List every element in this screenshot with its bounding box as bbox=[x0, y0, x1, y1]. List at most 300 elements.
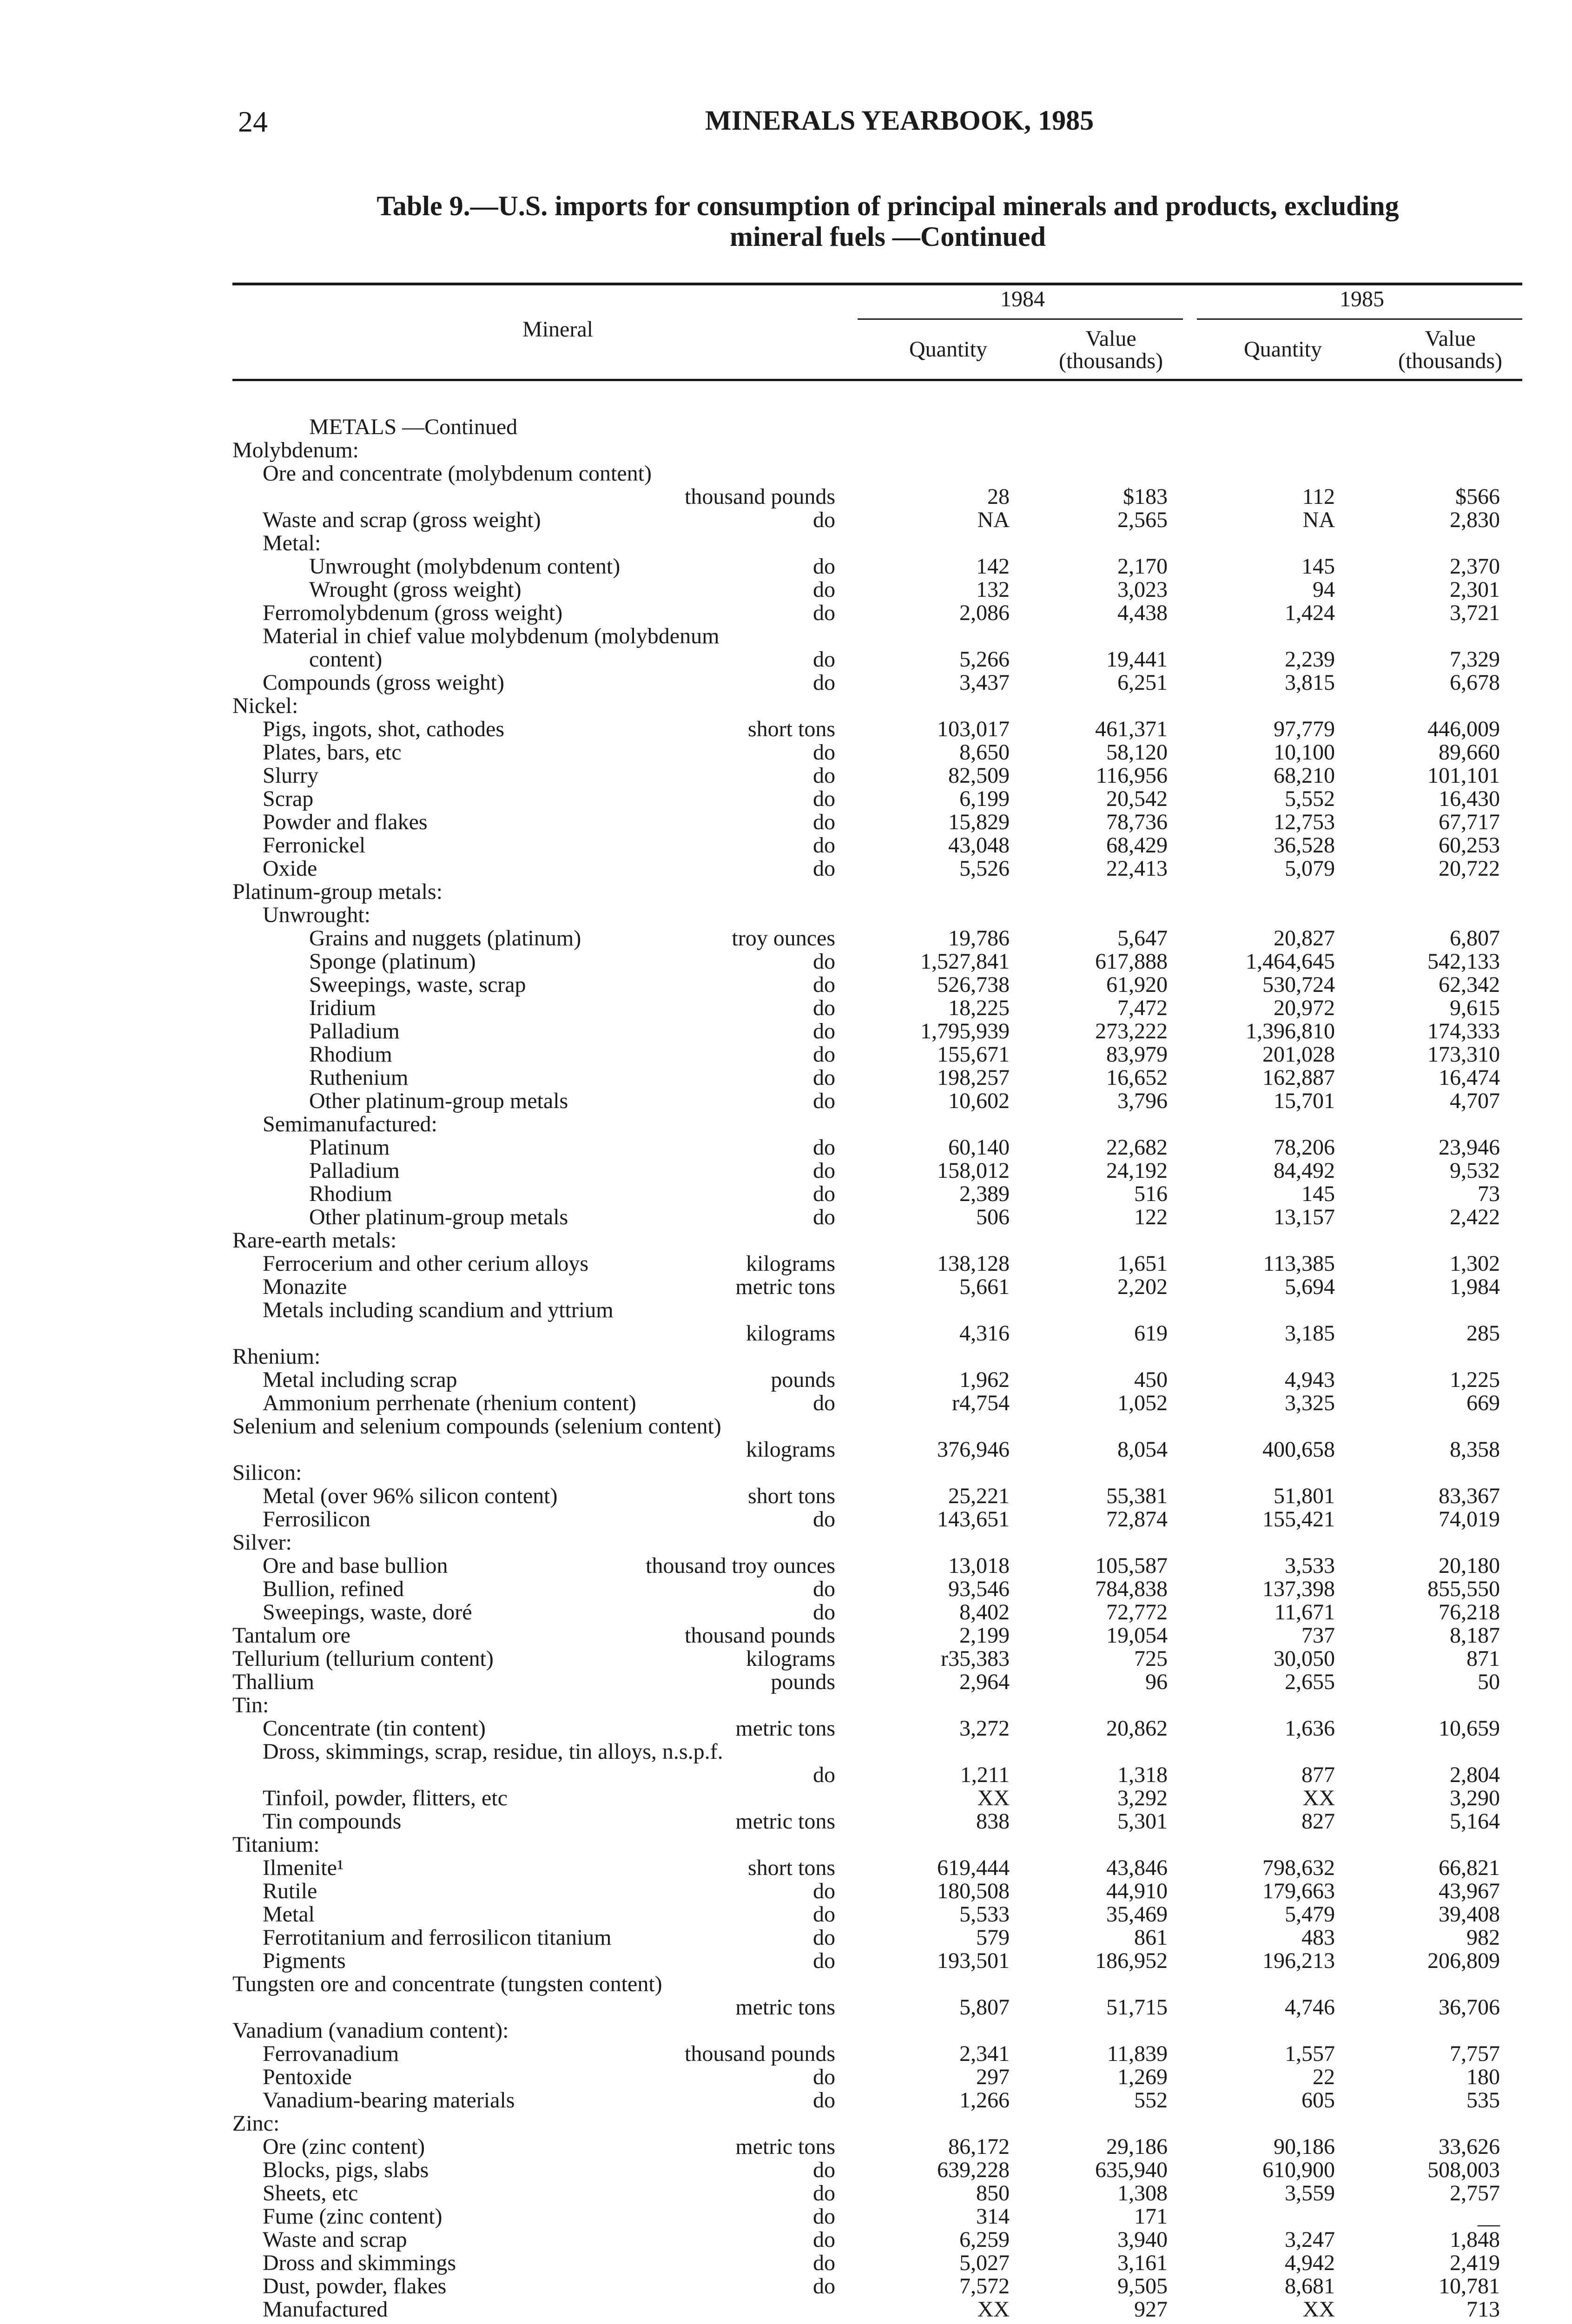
value-1984-cell: 1,308 bbox=[1117, 2181, 1168, 2205]
value-1984-cell: 55,381 bbox=[1106, 1484, 1168, 1508]
unit-label: do bbox=[813, 1042, 835, 1067]
table-row bbox=[0, 2159, 1572, 2183]
mineral-label: Fume (zinc content) bbox=[263, 2204, 443, 2229]
value-1985-cell: 285 bbox=[1466, 1321, 1500, 1346]
mineral-label: Ferrotitanium and ferrosilicon titanium bbox=[263, 1925, 612, 1950]
value-1985-cell: 36,706 bbox=[1439, 1995, 1500, 2020]
mineral-label: Palladium bbox=[309, 1158, 400, 1183]
unit-label: do bbox=[813, 2181, 835, 2205]
unit-label: do bbox=[813, 647, 835, 672]
table-title-line-1: Table 9.—U.S. imports for consumption of principal minerals and products, excluding bbox=[376, 191, 1399, 221]
quantity-1985-cell: 3,815 bbox=[1285, 670, 1335, 695]
mineral-label: Blocks, pigs, slabs bbox=[263, 2158, 429, 2182]
mineral-label: Concentrate (tin content) bbox=[263, 1716, 486, 1741]
table-row bbox=[0, 2298, 1572, 2323]
unit-label: do bbox=[813, 1065, 835, 1090]
table-row bbox=[0, 1229, 1572, 1254]
unit-label: do bbox=[813, 763, 835, 788]
value-1984-cell: 19,054 bbox=[1106, 1623, 1168, 1648]
quantity-1984-cell: 143,651 bbox=[937, 1507, 1010, 1532]
value-1985-cell: 3,290 bbox=[1450, 1786, 1500, 1810]
unit-label: thousand pounds bbox=[685, 2041, 835, 2066]
value-1985-cell: 43,967 bbox=[1439, 1879, 1500, 1903]
table-row bbox=[0, 1136, 1572, 1161]
value-1985-cell: 62,342 bbox=[1439, 972, 1500, 997]
table-row bbox=[0, 881, 1572, 905]
table-row bbox=[0, 1206, 1572, 1230]
value-1985-cell: 1,984 bbox=[1450, 1274, 1500, 1299]
quantity-1984-cell: 193,501 bbox=[937, 1948, 1010, 1973]
table-row bbox=[0, 1485, 1572, 1509]
mineral-label: Rhodium bbox=[309, 1182, 392, 1206]
table-row bbox=[0, 2066, 1572, 2090]
value-1985-cell: 2,301 bbox=[1450, 577, 1500, 602]
quantity-1985-cell: 3,185 bbox=[1285, 1321, 1335, 1346]
unit-label: do bbox=[813, 1135, 835, 1160]
value-1985-cell: 76,218 bbox=[1439, 1600, 1500, 1624]
table-row bbox=[0, 1973, 1572, 1997]
value-1984-cell: 619 bbox=[1134, 1321, 1168, 1346]
value-1985-cell: 50 bbox=[1478, 1670, 1500, 1694]
unit-label: do bbox=[813, 810, 835, 834]
table-row bbox=[0, 1857, 1572, 1881]
quantity-1985-cell: 145 bbox=[1301, 1182, 1335, 1206]
value-1985-cell: 2,370 bbox=[1450, 554, 1500, 579]
mineral-label: Semimanufactured: bbox=[263, 1112, 437, 1136]
value-1985-cell: 10,781 bbox=[1439, 2274, 1500, 2298]
quantity-1984-cell: 1,795,939 bbox=[920, 1019, 1010, 1043]
quantity-1984-cell: 5,266 bbox=[959, 647, 1010, 672]
quantity-1985-cell: 12,753 bbox=[1274, 810, 1335, 834]
value-1984-cell: 24,192 bbox=[1106, 1158, 1168, 1183]
unit-label: troy ounces bbox=[732, 926, 835, 951]
quantity-1985-cell: 201,028 bbox=[1262, 1042, 1335, 1067]
mineral-label: Ferrocerium and other cerium alloys bbox=[263, 1251, 589, 1276]
mineral-label: Other platinum-group metals bbox=[309, 1205, 568, 1229]
quantity-1985-cell: 4,746 bbox=[1285, 1995, 1335, 2020]
table-row bbox=[0, 486, 1572, 510]
quantity-1984-cell: 6,259 bbox=[959, 2227, 1010, 2252]
table-row bbox=[0, 625, 1572, 649]
value-1985-cell: 101,101 bbox=[1427, 763, 1500, 788]
quantity-1984-cell: 1,266 bbox=[959, 2088, 1010, 2113]
table-row bbox=[0, 1694, 1572, 1718]
value-1984-cell: 122 bbox=[1134, 1205, 1168, 1229]
quantity-1985-cell: 530,724 bbox=[1262, 972, 1335, 997]
mineral-label: Monazite bbox=[263, 1274, 347, 1299]
table-row bbox=[0, 2252, 1572, 2276]
running-title: MINERALS YEARBOOK, 1985 bbox=[705, 105, 1094, 136]
page-number: 24 bbox=[238, 105, 268, 138]
quantity-1984-cell: 506 bbox=[976, 1205, 1010, 1229]
mineral-label: Material in chief value molybdenum (molybdenum bbox=[263, 624, 720, 648]
unit-label: do bbox=[813, 2158, 835, 2182]
mineral-label: Metal bbox=[263, 1902, 315, 1927]
page-header bbox=[232, 105, 1566, 142]
value-1984-cell: 22,682 bbox=[1106, 1135, 1168, 1160]
quantity-1985-cell: 4,942 bbox=[1285, 2251, 1335, 2275]
mineral-label: Dross and skimmings bbox=[263, 2251, 456, 2275]
table-row bbox=[0, 1439, 1572, 1463]
value-1984-cell: 784,838 bbox=[1095, 1577, 1168, 1601]
quantity-1984-cell: 850 bbox=[976, 2181, 1010, 2205]
value-1984-cell: 16,652 bbox=[1106, 1065, 1168, 1090]
quantity-1985-cell: 3,325 bbox=[1285, 1391, 1335, 1415]
unit-label: short tons bbox=[747, 1484, 835, 1508]
header-bottom-rule bbox=[232, 379, 1522, 381]
value-1985-cell: 16,430 bbox=[1439, 786, 1500, 811]
value-1984-cell: 186,952 bbox=[1095, 1948, 1168, 1973]
unit-label: short tons bbox=[747, 1855, 835, 1880]
value-1985-cell: 4,707 bbox=[1450, 1089, 1500, 1113]
quantity-1984-cell: 7,572 bbox=[959, 2274, 1010, 2298]
header-value-1985 bbox=[1371, 328, 1529, 372]
quantity-1985-cell: 4,943 bbox=[1285, 1367, 1335, 1392]
value-1984-cell: 43,846 bbox=[1106, 1855, 1168, 1880]
table-row bbox=[0, 2113, 1572, 2137]
value-1984-cell: 450 bbox=[1134, 1367, 1168, 1392]
value-1985-cell: 8,187 bbox=[1450, 1623, 1500, 1648]
unit-label: kilograms bbox=[746, 1646, 835, 1671]
quantity-1984-cell: 8,650 bbox=[959, 740, 1010, 765]
unit-label: do bbox=[813, 1182, 835, 1206]
unit-label: metric tons bbox=[735, 1274, 835, 1299]
mineral-label: Ilmenite¹ bbox=[263, 1855, 344, 1880]
table-row bbox=[0, 1462, 1572, 1486]
header-value-units: (thousands) bbox=[1059, 349, 1163, 373]
quantity-1984-cell: 13,018 bbox=[948, 1553, 1010, 1578]
value-1984-cell: 20,542 bbox=[1106, 786, 1168, 811]
table-row bbox=[0, 2089, 1572, 2113]
table-row bbox=[0, 2182, 1572, 2206]
quantity-1984-cell: 639,228 bbox=[937, 2158, 1010, 2182]
value-1985-cell: 20,722 bbox=[1439, 856, 1500, 881]
value-1984-cell: 617,888 bbox=[1095, 949, 1168, 974]
mineral-label: Manufactured bbox=[263, 2297, 388, 2322]
table-row bbox=[0, 1183, 1572, 1207]
quantity-1984-cell: 1,527,841 bbox=[920, 949, 1010, 974]
unit-label: do bbox=[813, 1089, 835, 1113]
mineral-label: Platinum-group metals: bbox=[232, 879, 443, 904]
table-row bbox=[0, 1671, 1572, 1695]
value-1985-cell: __ bbox=[1478, 2204, 1500, 2229]
unit-label: do bbox=[813, 2274, 835, 2298]
unit-label: do bbox=[813, 1158, 835, 1183]
mineral-label: Metal (over 96% silicon content) bbox=[263, 1484, 558, 1508]
quantity-1985-cell: 97,779 bbox=[1274, 717, 1335, 741]
quantity-1985-cell: 179,663 bbox=[1262, 1879, 1335, 1903]
table-row bbox=[0, 602, 1572, 626]
quantity-1984-cell: 43,048 bbox=[948, 833, 1010, 858]
mineral-label: Unwrought: bbox=[263, 903, 370, 927]
quantity-1984-cell: 619,444 bbox=[937, 1855, 1010, 1880]
unit-label: do bbox=[813, 1763, 835, 1787]
value-1984-cell: 68,429 bbox=[1106, 833, 1168, 858]
value-1985-cell: 982 bbox=[1466, 1925, 1500, 1950]
quantity-1984-cell: 838 bbox=[976, 1809, 1010, 1834]
value-1985-cell: 535 bbox=[1466, 2088, 1500, 2113]
value-1985-cell: 2,757 bbox=[1450, 2181, 1500, 2205]
value-1984-cell: 461,371 bbox=[1095, 717, 1168, 741]
quantity-1985-cell: 145 bbox=[1301, 554, 1335, 579]
value-1984-cell: 635,940 bbox=[1095, 2158, 1168, 2182]
value-1984-cell: 6,251 bbox=[1117, 670, 1168, 695]
quantity-1984-cell: 19,786 bbox=[948, 926, 1010, 951]
value-1985-cell: 2,804 bbox=[1450, 1763, 1500, 1787]
unit-label: do bbox=[813, 833, 835, 858]
mineral-label: Rare-earth metals: bbox=[232, 1228, 397, 1253]
unit-label: thousand pounds bbox=[685, 484, 835, 509]
mineral-label: Pigs, ingots, shot, cathodes bbox=[263, 717, 505, 741]
table-title bbox=[260, 191, 1515, 252]
quantity-1984-cell: 198,257 bbox=[937, 1065, 1010, 1090]
quantity-1984-cell: 5,027 bbox=[959, 2251, 1010, 2275]
mineral-label: Rhodium bbox=[309, 1042, 392, 1067]
mineral-label: Bullion, refined bbox=[263, 1577, 404, 1601]
table-row bbox=[0, 2229, 1572, 2253]
mineral-label: Pigments bbox=[263, 1948, 346, 1973]
value-1984-cell: 78,736 bbox=[1106, 810, 1168, 834]
mineral-label: METALS —Continued bbox=[309, 415, 518, 439]
unit-label: metric tons bbox=[735, 1995, 835, 2020]
value-1984-cell: $183 bbox=[1123, 484, 1168, 509]
quantity-1985-cell: 1,557 bbox=[1285, 2041, 1335, 2066]
unit-label: do bbox=[813, 1507, 835, 1532]
quantity-1984-cell: NA bbox=[977, 508, 1010, 532]
value-1985-cell: 7,329 bbox=[1450, 647, 1500, 672]
value-1984-cell: 83,979 bbox=[1106, 1042, 1168, 1067]
quantity-1984-cell: 2,964 bbox=[959, 1670, 1010, 1694]
value-1984-cell: 2,202 bbox=[1117, 1274, 1168, 1299]
mineral-label: Plates, bars, etc bbox=[263, 740, 402, 765]
value-1985-cell: 10,659 bbox=[1439, 1716, 1500, 1741]
mineral-label: Dust, powder, flakes bbox=[263, 2274, 447, 2298]
quantity-1984-cell: 5,526 bbox=[959, 856, 1010, 881]
quantity-1984-cell: 18,225 bbox=[948, 996, 1010, 1020]
unit-label: metric tons bbox=[735, 2134, 835, 2159]
table-row bbox=[0, 1043, 1572, 1068]
mineral-label: Rutile bbox=[263, 1879, 317, 1903]
mineral-label: Zinc: bbox=[232, 2111, 280, 2136]
quantity-1985-cell: 5,079 bbox=[1285, 856, 1335, 881]
quantity-1985-cell: 3,559 bbox=[1285, 2181, 1335, 2205]
value-1984-cell: 51,715 bbox=[1106, 1995, 1168, 2020]
quantity-1984-cell: 8,402 bbox=[959, 1600, 1010, 1624]
mineral-label: Oxide bbox=[263, 856, 317, 881]
table-row bbox=[0, 1276, 1572, 1300]
value-1984-cell: 273,222 bbox=[1095, 1019, 1168, 1043]
unit-label: kilograms bbox=[746, 1251, 835, 1276]
value-1985-cell: 206,809 bbox=[1427, 1948, 1500, 1973]
value-1985-cell: 73 bbox=[1478, 1182, 1500, 1206]
table-row bbox=[0, 1648, 1572, 1672]
quantity-1984-cell: 2,389 bbox=[959, 1182, 1010, 1206]
table-row bbox=[0, 1834, 1572, 1858]
mineral-label: Pentoxide bbox=[263, 2065, 352, 2089]
table-row bbox=[0, 1113, 1572, 1137]
mineral-label: Unwrought (molybdenum content) bbox=[309, 554, 621, 579]
table-row bbox=[0, 1299, 1572, 1323]
table-row bbox=[0, 1717, 1572, 1742]
quantity-1985-cell: 737 bbox=[1301, 1623, 1335, 1648]
value-1984-cell: 44,910 bbox=[1106, 1879, 1168, 1903]
value-1984-cell: 1,269 bbox=[1117, 2065, 1168, 2089]
unit-label: metric tons bbox=[735, 1716, 835, 1741]
quantity-1984-cell: 138,128 bbox=[937, 1251, 1010, 1276]
unit-label: do bbox=[813, 1925, 835, 1950]
value-1985-cell: 74,019 bbox=[1439, 1507, 1500, 1532]
quantity-1985-cell: 11,671 bbox=[1274, 1600, 1335, 1624]
quantity-1984-cell: 297 bbox=[976, 2065, 1010, 2089]
table-row bbox=[0, 1160, 1572, 1184]
quantity-1985-cell: 137,398 bbox=[1262, 1577, 1335, 1601]
mineral-label: Ore (zinc content) bbox=[263, 2134, 425, 2159]
table-row bbox=[0, 1764, 1572, 1788]
quantity-1985-cell: 78,206 bbox=[1274, 1135, 1335, 1160]
quantity-1984-cell: 132 bbox=[976, 577, 1010, 602]
table-row bbox=[0, 997, 1572, 1021]
value-1985-cell: 5,164 bbox=[1450, 1809, 1500, 1834]
quantity-1984-cell: 376,946 bbox=[937, 1437, 1010, 1462]
value-1985-cell: 2,422 bbox=[1450, 1205, 1500, 1229]
quantity-1984-cell: 579 bbox=[976, 1925, 1010, 1950]
quantity-1985-cell: 400,658 bbox=[1262, 1437, 1335, 1462]
quantity-1985-cell: 30,050 bbox=[1274, 1646, 1335, 1671]
unit-label: do bbox=[813, 949, 835, 974]
quantity-1985-cell: 827 bbox=[1301, 1809, 1335, 1834]
unit-label: do bbox=[813, 740, 835, 765]
mineral-label: Ferrosilicon bbox=[263, 1507, 370, 1532]
mineral-label: content) bbox=[309, 647, 383, 672]
value-1984-cell: 22,413 bbox=[1106, 856, 1168, 881]
quantity-1985-cell: 15,701 bbox=[1274, 1089, 1335, 1113]
quantity-1984-cell: 158,012 bbox=[937, 1158, 1010, 1183]
unit-label: thousand troy ounces bbox=[646, 1553, 835, 1578]
table-row bbox=[0, 1996, 1572, 2020]
table-row bbox=[0, 2205, 1572, 2230]
value-1985-cell: 173,310 bbox=[1427, 1042, 1500, 1067]
table-row bbox=[0, 1601, 1572, 1625]
unit-label: pounds bbox=[771, 1367, 835, 1392]
mineral-label: Sweepings, waste, scrap bbox=[309, 972, 526, 997]
table-row bbox=[0, 1532, 1572, 1556]
quantity-1984-cell: 526,738 bbox=[937, 972, 1010, 997]
table-row bbox=[0, 1020, 1572, 1044]
quantity-1985-cell: 5,479 bbox=[1285, 1902, 1335, 1927]
value-1984-cell: 3,940 bbox=[1117, 2227, 1168, 2252]
value-1985-cell: 83,367 bbox=[1439, 1484, 1500, 1508]
quantity-1984-cell: 3,437 bbox=[959, 670, 1010, 695]
unit-label: do bbox=[813, 2204, 835, 2229]
quantity-1985-cell: 5,694 bbox=[1285, 1274, 1335, 1299]
mineral-label: Tin compounds bbox=[263, 1809, 402, 1834]
quantity-1985-cell: 1,424 bbox=[1285, 601, 1335, 625]
mineral-label: Vanadium (vanadium content): bbox=[232, 2018, 509, 2043]
value-1985-cell: 2,419 bbox=[1450, 2251, 1500, 2275]
quantity-1984-cell: 82,509 bbox=[948, 763, 1010, 788]
value-1984-cell: 516 bbox=[1134, 1182, 1168, 1206]
quantity-1985-cell: 483 bbox=[1301, 1925, 1335, 1950]
table-row bbox=[0, 904, 1572, 928]
table-row bbox=[0, 718, 1572, 742]
value-1984-cell: 5,647 bbox=[1117, 926, 1168, 951]
mineral-label: Palladium bbox=[309, 1019, 400, 1043]
quantity-1985-cell: 877 bbox=[1301, 1763, 1335, 1787]
value-1984-cell: 725 bbox=[1134, 1646, 1168, 1671]
value-1984-cell: 105,587 bbox=[1095, 1553, 1168, 1578]
quantity-1985-cell: 1,636 bbox=[1285, 1716, 1335, 1741]
table-row bbox=[0, 2020, 1572, 2044]
mineral-label: Tellurium (tellurium content) bbox=[232, 1646, 494, 1671]
value-1984-cell: 3,161 bbox=[1117, 2251, 1168, 2275]
value-1984-cell: 8,054 bbox=[1117, 1437, 1168, 1462]
table-top-rule bbox=[232, 283, 1522, 285]
quantity-1984-cell: 93,546 bbox=[948, 1577, 1010, 1601]
quantity-1984-cell: XX bbox=[977, 1786, 1010, 1810]
quantity-1984-cell: 103,017 bbox=[937, 717, 1010, 741]
mineral-label: Scrap bbox=[263, 786, 314, 811]
table-row bbox=[0, 1067, 1572, 1091]
unit-label: metric tons bbox=[735, 1809, 835, 1834]
table-row bbox=[0, 1415, 1572, 1439]
mineral-label: Dross, skimmings, scrap, residue, tin alloys, n.s.p.f. bbox=[263, 1739, 723, 1764]
value-1985-cell: 855,550 bbox=[1427, 1577, 1500, 1601]
mineral-label: Nickel: bbox=[232, 693, 298, 718]
quantity-1984-cell: 28 bbox=[987, 484, 1010, 509]
value-1984-cell: 2,565 bbox=[1117, 508, 1168, 532]
quantity-1985-cell: 196,213 bbox=[1262, 1948, 1335, 1973]
unit-label: pounds bbox=[771, 1670, 835, 1694]
table-row bbox=[0, 1578, 1572, 1602]
header-quantity-1985: Quantity bbox=[1244, 337, 1322, 362]
value-1985-cell: 23,946 bbox=[1439, 1135, 1500, 1160]
quantity-1984-cell: 6,199 bbox=[959, 786, 1010, 811]
quantity-1984-cell: 3,272 bbox=[959, 1716, 1010, 1741]
mineral-label: Sweepings, waste, doré bbox=[263, 1600, 472, 1624]
value-1984-cell: 3,023 bbox=[1117, 577, 1168, 602]
value-1985-cell: 16,474 bbox=[1439, 1065, 1500, 1090]
table-row bbox=[0, 788, 1572, 812]
mineral-label: Ammonium perrhenate (rhenium content) bbox=[263, 1391, 636, 1415]
mineral-label: Grains and nuggets (platinum) bbox=[309, 926, 581, 951]
mineral-label: Metals including scandium and yttrium bbox=[263, 1298, 614, 1322]
quantity-1984-cell: 1,962 bbox=[959, 1367, 1010, 1392]
quantity-1984-cell: 155,671 bbox=[937, 1042, 1010, 1067]
unit-label: do bbox=[813, 1205, 835, 1229]
table-row bbox=[0, 1392, 1572, 1416]
quantity-1984-cell: 5,807 bbox=[959, 1995, 1010, 2020]
quantity-1985-cell: 3,247 bbox=[1285, 2227, 1335, 2252]
table-row bbox=[0, 1322, 1572, 1347]
table-row bbox=[0, 2136, 1572, 2160]
header-value-units: (thousands) bbox=[1398, 349, 1502, 373]
mineral-label: Tungsten ore and concentrate (tungsten content) bbox=[232, 1972, 662, 1996]
table-row bbox=[0, 1903, 1572, 1928]
value-1984-cell: 19,441 bbox=[1106, 647, 1168, 672]
table-row bbox=[0, 462, 1572, 487]
table-row bbox=[0, 1950, 1572, 1974]
unit-label: short tons bbox=[747, 717, 835, 741]
mineral-label: Tinfoil, powder, flitters, etc bbox=[263, 1786, 508, 1810]
quantity-1985-cell: 8,681 bbox=[1285, 2274, 1335, 2298]
value-1984-cell: 116,956 bbox=[1096, 763, 1168, 788]
value-1985-cell: 1,302 bbox=[1450, 1251, 1500, 1276]
unit-label: do bbox=[813, 786, 835, 811]
value-1984-cell: 58,120 bbox=[1106, 740, 1168, 765]
quantity-1984-cell: 10,602 bbox=[948, 1089, 1010, 1113]
unit-label: do bbox=[813, 972, 835, 997]
value-1984-cell: 4,438 bbox=[1117, 601, 1168, 625]
